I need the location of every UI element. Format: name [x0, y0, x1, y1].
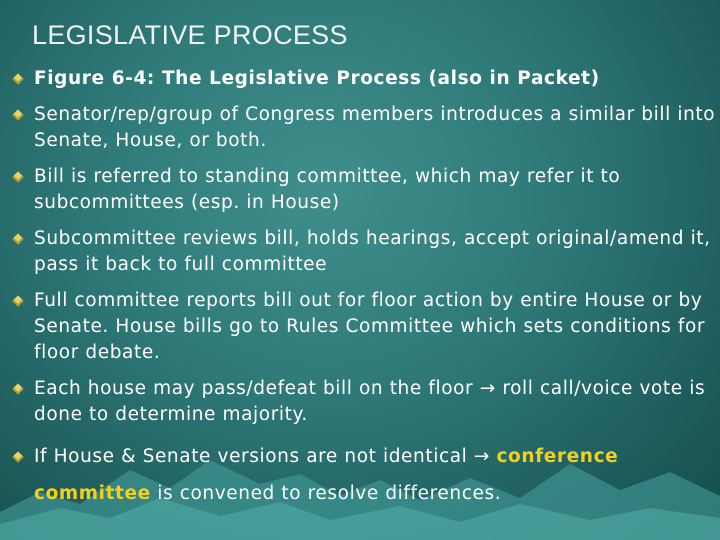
bullet-text-before: If House & Senate versions are not identical — [34, 446, 474, 467]
bullet-item-introduce-bill — [12, 102, 716, 154]
bullet-item-floor-vote — [12, 376, 716, 428]
bullet-text-before: Each house may pass/defeat bill on the floor — [34, 378, 480, 399]
diamond-bullet-icon — [12, 295, 23, 306]
right-arrow-icon: → — [479, 378, 496, 399]
bullet-text: Subcommittee reviews bill, holds hearings, accept original/amend it, pass it back to full committee — [34, 228, 711, 275]
right-arrow-icon: → — [473, 446, 490, 467]
bullet-item-standing-committee — [12, 164, 716, 216]
bullet-item-full-committee — [12, 288, 716, 366]
bullet-item-conference-committee — [12, 438, 716, 512]
bullet-text-after: roll call/voice vote is done to determine majority. — [34, 378, 706, 425]
diamond-bullet-icon — [12, 171, 23, 182]
bullet-item-figure-reference — [12, 66, 716, 92]
bullet-item-subcommittee-review — [12, 226, 716, 278]
slide-title: LEGISLATIVE PROCESS — [32, 20, 348, 50]
bullet-text: Full committee reports bill out for floor action by entire House or by Senate. House bills go to Rules Committee which sets conditions for floor debate. — [34, 290, 706, 363]
diamond-bullet-icon — [12, 451, 23, 462]
bullet-text: Senator/rep/group of Congress members introduces a similar bill into Senate, House, or both. — [34, 104, 716, 151]
bullet-text: Figure 6-4: The Legislative Process (also in Packet) — [34, 68, 600, 89]
diamond-bullet-icon — [12, 73, 23, 84]
diamond-bullet-icon — [12, 109, 23, 120]
bullet-text: Bill is referred to standing committee, which may refer it to subcommittees (esp. in House) — [34, 166, 621, 213]
bullet-text-after: is convened to resolve differences. — [150, 483, 502, 504]
diamond-bullet-icon — [12, 233, 23, 244]
bullet-list — [12, 66, 716, 512]
highlighted-term: conference committee — [34, 446, 619, 504]
diamond-bullet-icon — [12, 383, 23, 394]
